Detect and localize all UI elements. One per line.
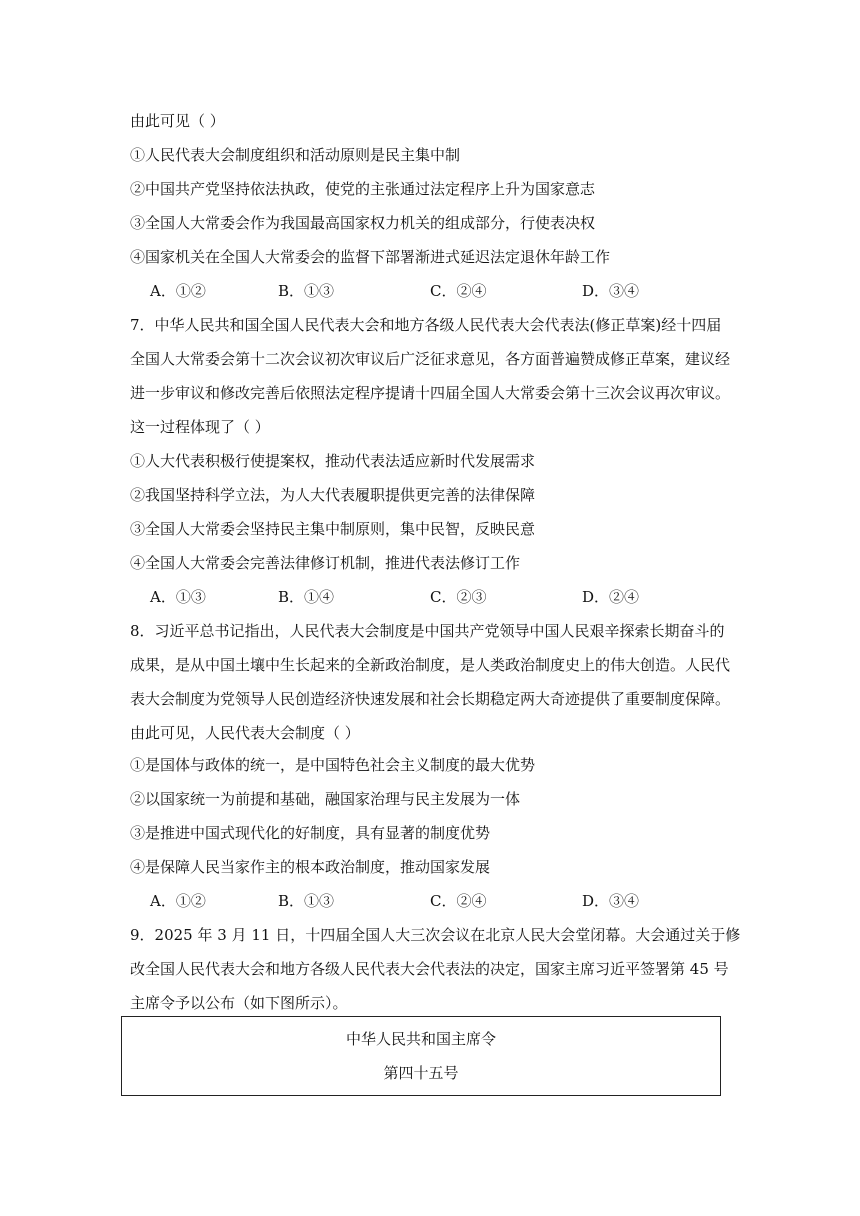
q6-statement-3: ③全国人大常委会作为我国最高国家权力机关的组成部分，行使表决权 [130,214,596,232]
q6-statement-1: ①人民代表大会制度组织和活动原则是民主集中制 [130,146,461,164]
presidential-order-number: 第四十五号 [383,1064,459,1082]
q9-line-2: 改全国人民代表大会和地方各级人民代表大会代表法的决定，国家主席习近平签署第 45 号 [130,960,729,978]
q8-option-c: C．②④ [430,892,487,910]
q6-statement-2: ②中国共产党坚持依法执政，使党的主张通过法定程序上升为国家意志 [130,180,596,198]
q6-statement-4: ④国家机关在全国人大常委会的监督下部署渐进式延迟法定退休年龄工作 [130,248,611,266]
q7-statement-2: ②我国坚持科学立法，为人大代表履职提供更完善的法律保障 [130,486,536,504]
q6-options [150,281,730,301]
q7-line-2: 全国人大常委会第十二次会议初次审议后广泛征求意见，各方面普遍赞成修正草案，建议经 [130,350,731,368]
q7-option-c: C．②③ [430,588,487,606]
q8-option-a: A．①② [150,892,206,910]
q8-line-2: 成果，是从中国土壤中生长起来的全新政治制度，是人类政治制度史上的伟大创造。人民代 [130,656,731,674]
q7-statement-3: ③全国人大常委会坚持民主集中制原则，集中民智，反映民意 [130,520,536,538]
q8-options [150,891,730,911]
q7-option-b: B．①④ [278,588,335,606]
q7-line-4: 这一过程体现了（ ） [130,418,270,436]
q8-statement-4: ④是保障人民当家作主的根本政治制度，推动国家发展 [130,858,491,876]
q6-option-d: D．③④ [582,282,640,300]
q7-line-1: 7．中华人民共和国全国人民代表大会和地方各级人民代表大会代表法(修正草案)经十四届 [130,316,722,334]
q8-line-3: 表大会制度为党领导人民创造经济快速发展和社会长期稳定两大奇迹提供了重要制度保障。 [130,690,731,708]
q7-statement-1: ①人大代表积极行使提案权，推动代表法适应新时代发展需求 [130,452,536,470]
q7-statement-4: ④全国人大常委会完善法律修订机制，推进代表法修订工作 [130,554,521,572]
q9-line-1: 9．2025 年 3 月 11 日，十四届全国人大三次会议在北京人民大会堂闭幕。大会通过关于修 [130,926,741,944]
presidential-order-title: 中华人民共和国主席令 [345,1030,496,1048]
q8-option-d: D．③④ [582,892,640,910]
q8-statement-2: ②以国家统一为前提和基础，融国家治理与民主发展为一体 [130,790,521,808]
q8-statement-3: ③是推进中国式现代化的好制度，具有显著的制度优势 [130,824,491,842]
q6-stem-end: 由此可见（ ） [130,112,225,130]
q7-line-3: 进一步审议和修改完善后依照法定程序提请十四届全国人大常委会第十三次会议再次审议。 [130,384,731,402]
q6-option-a: A．①② [150,282,206,300]
q9-line-3: 主席令予以公布（如下图所示）。 [130,994,348,1012]
q6-option-c: C．②④ [430,282,487,300]
q8-line-4: 由此可见，人民代表大会制度（ ） [130,724,360,742]
q8-statement-1: ①是国体与政体的统一，是中国特色社会主义制度的最大优势 [130,756,536,774]
q8-line-1: 8．习近平总书记指出，人民代表大会制度是中国共产党领导中国人民艰辛探索长期奋斗的 [130,622,725,640]
q7-option-d: D．②④ [582,588,640,606]
presidential-order-box [121,1016,721,1096]
q7-options [150,587,730,607]
q8-option-b: B．①③ [278,892,335,910]
q7-option-a: A．①③ [150,588,206,606]
q6-option-b: B．①③ [278,282,335,300]
